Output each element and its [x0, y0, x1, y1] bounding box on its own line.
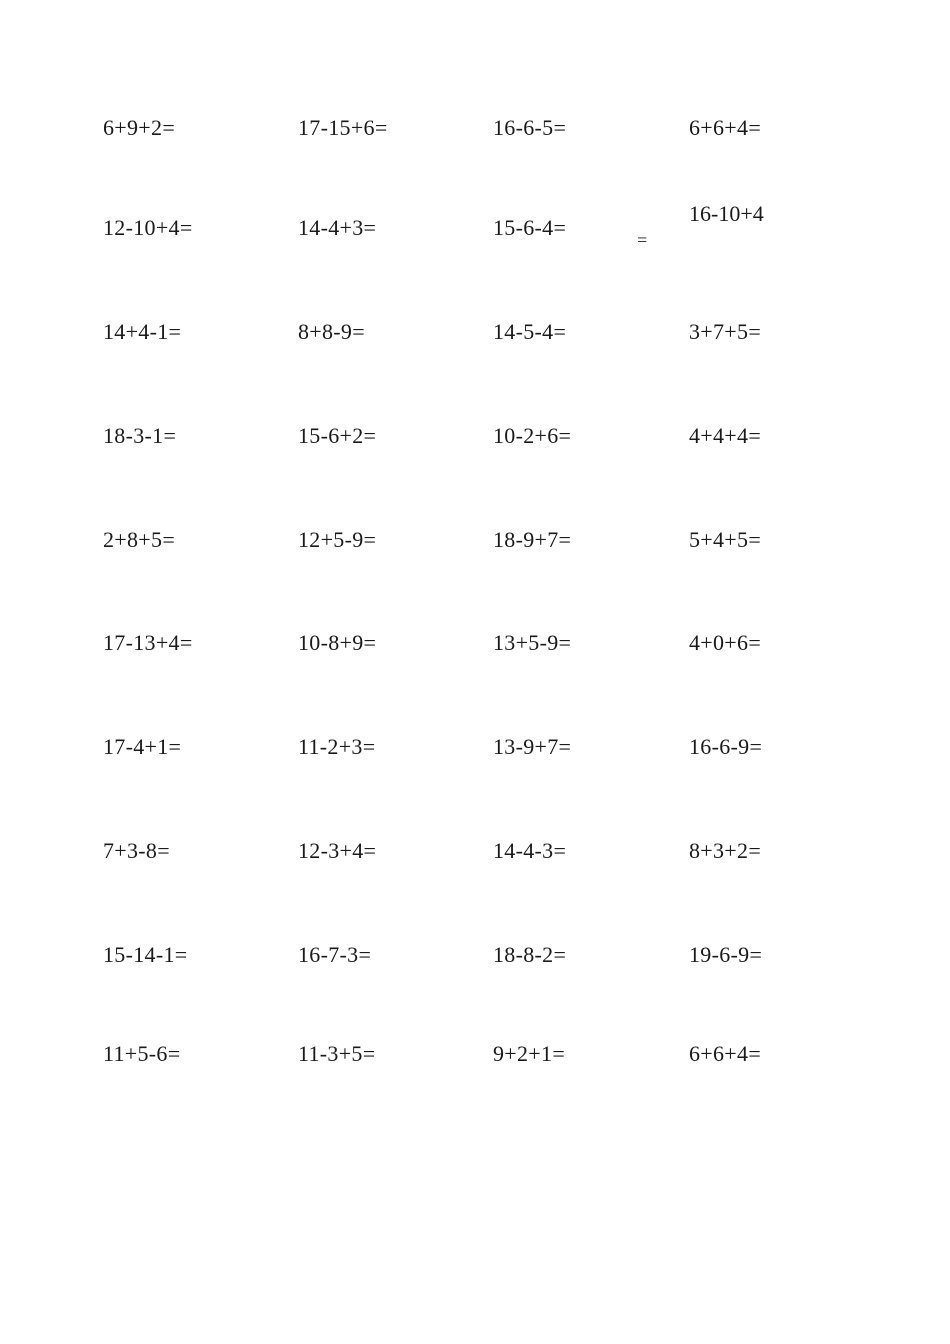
problem: 5+4+5= [689, 527, 762, 552]
problem: 12-10+4= [103, 215, 193, 240]
problem: 14-4+3= [298, 215, 377, 240]
problem: 15-14-1= [103, 942, 188, 967]
problem-row-9 [0, 943, 950, 983]
problem-row-4 [0, 424, 950, 464]
problem: 13-9+7= [493, 734, 572, 759]
problem: 10-2+6= [493, 423, 572, 448]
problem: 16-7-3= [298, 942, 372, 967]
problem-split-expression: 16-10+4 [689, 201, 764, 226]
problem: 18-9+7= [493, 527, 572, 552]
problem-row-6 [0, 631, 950, 671]
problem: 4+4+4= [689, 423, 762, 448]
problem-row-10 [0, 1042, 950, 1082]
problem: 3+7+5= [689, 319, 762, 344]
problem: 14-5-4= [493, 319, 567, 344]
problem: 12+5-9= [298, 527, 377, 552]
problem: 8+3+2= [689, 838, 762, 863]
problem: 17-4+1= [103, 734, 182, 759]
problem: 18-3-1= [103, 423, 177, 448]
problem: 16-6-5= [493, 115, 567, 140]
problem: 17-13+4= [103, 630, 193, 655]
problem: 19-6-9= [689, 942, 763, 967]
problem: 17-15+6= [298, 115, 388, 140]
problem: 11+5-6= [103, 1041, 181, 1066]
problem: 14-4-3= [493, 838, 567, 863]
problem-split-equals: = [637, 230, 648, 250]
problem: 4+0+6= [689, 630, 762, 655]
problem-row-5 [0, 528, 950, 568]
problem: 6+9+2= [103, 115, 176, 140]
problem: 14+4-1= [103, 319, 182, 344]
problem: 2+8+5= [103, 527, 176, 552]
problem: 16-6-9= [689, 734, 763, 759]
problem: 11-3+5= [298, 1041, 376, 1066]
problem-row-1 [0, 116, 950, 156]
problem: 15-6+2= [298, 423, 377, 448]
problem: 15-6-4= [493, 215, 567, 240]
problem: 13+5-9= [493, 630, 572, 655]
problem-row-3 [0, 320, 950, 360]
problem: 6+6+4= [689, 1041, 762, 1066]
problem: 8+8-9= [298, 319, 365, 344]
problem: 18-8-2= [493, 942, 567, 967]
problem: 7+3-8= [103, 838, 170, 863]
problem: 6+6+4= [689, 115, 762, 140]
problem-row-8 [0, 839, 950, 879]
problem: 9+2+1= [493, 1041, 566, 1066]
problem: 11-2+3= [298, 734, 376, 759]
problem: 10-8+9= [298, 630, 377, 655]
problem-row-7 [0, 735, 950, 775]
problem-row-2 [0, 216, 950, 256]
problem: 12-3+4= [298, 838, 377, 863]
